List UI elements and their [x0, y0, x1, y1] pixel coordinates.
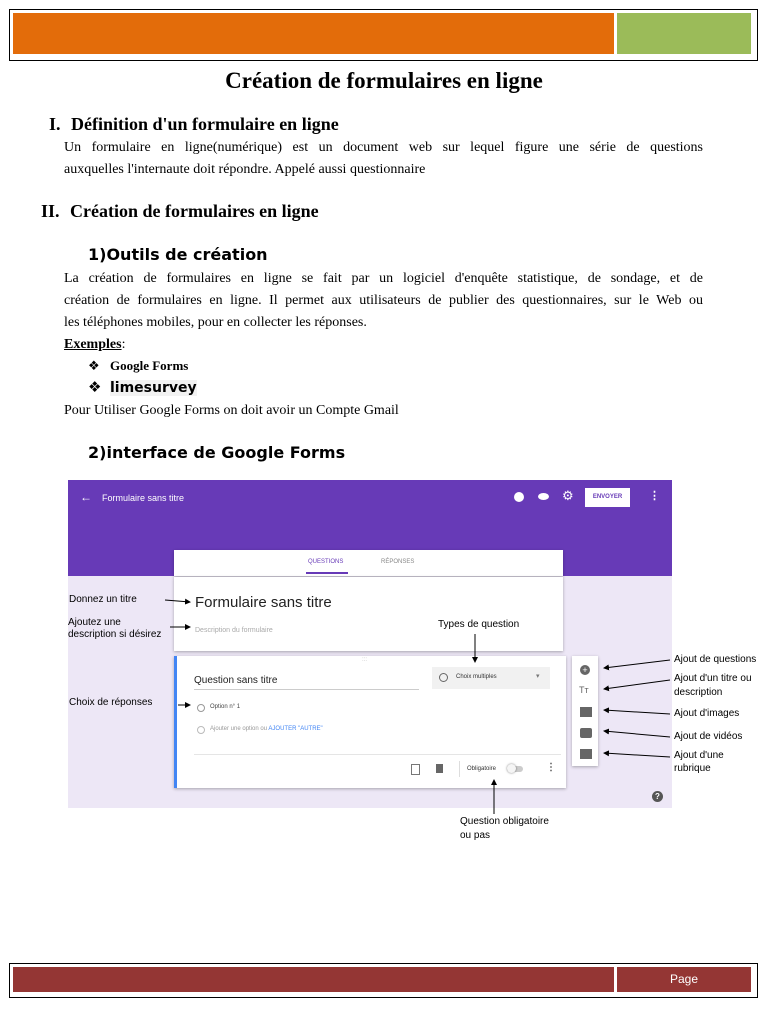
more-vert-icon: ⋮: [546, 762, 556, 773]
arrow-to-add-question: [604, 660, 670, 668]
add-question-icon: +: [580, 665, 590, 675]
arrow-to-title: [165, 600, 190, 602]
annotation-add-title-1: Ajout d'un titre ou: [674, 673, 752, 684]
section-1-line-1: Un formulaire en ligne(numérique) est un document web sur lequel figure une série de questions: [64, 140, 703, 155]
forms-title-bar: Formulaire sans titre: [102, 493, 185, 503]
tab-questions: QUESTIONS: [308, 559, 344, 565]
annotation-required-1: Question obligatoire: [460, 816, 549, 827]
settings-gear-icon: ⚙: [562, 489, 574, 504]
help-icon: ?: [652, 791, 663, 802]
section-1-title: Définition d'un formulaire en ligne: [71, 114, 339, 134]
drag-handle-icon: :::: [362, 657, 368, 663]
add-other-text: AJOUTER "AUTRE": [268, 726, 323, 732]
page-footer-frame: [9, 963, 758, 998]
section-1-number: I.: [49, 114, 61, 134]
subsection-1-title: Outils de création: [106, 245, 268, 264]
subsection-2-number: 2): [88, 443, 107, 462]
arrow-to-add-section: [604, 753, 670, 757]
annotation-add-section-2: rubrique: [674, 763, 711, 774]
section-1-line-2: auxquelles l'internaute doit répondre. Appelé aussi questionnaire: [64, 162, 426, 177]
diamond-bullet-icon: ❖: [88, 359, 100, 374]
examples-colon: :: [121, 337, 126, 352]
annotation-add-description-2: description si désirez: [68, 629, 162, 640]
required-label: Obligatoire: [467, 766, 497, 772]
gmail-requirement-line: Pour Utiliser Google Forms on doit avoir un Compte Gmail: [64, 403, 399, 418]
section-2-title: Création de formulaires en ligne: [70, 201, 319, 221]
annotation-give-title: Donnez un titre: [69, 594, 137, 605]
add-option-text: Ajouter une option: [210, 726, 259, 732]
footer-red-band: [13, 967, 614, 992]
subsection-1-line-2: création de formulaires en ligne. Il permet aux utilisateurs de publier des questionnaires, sur le Web ou: [64, 293, 703, 308]
back-arrow-icon: ←: [80, 490, 92, 504]
subsection-1-number: 1): [88, 245, 107, 264]
tab-responses: RÉPONSES: [381, 559, 415, 565]
more-vert-icon: ⋮: [649, 490, 660, 502]
annotation-add-questions: Ajout de questions: [674, 654, 757, 665]
dropdown-arrow-icon: ▾: [536, 673, 540, 680]
add-title-icon: Tт: [579, 685, 589, 695]
arrow-to-add-image: [604, 710, 670, 714]
arrow-to-add-video: [604, 731, 670, 737]
diamond-bullet-icon: ❖: [88, 378, 102, 396]
annotation-answer-choices: Choix de réponses: [69, 697, 153, 708]
annotation-add-images: Ajout d'images: [674, 708, 740, 719]
annotation-add-section-1: Ajout d'une: [674, 750, 724, 761]
send-button: ENVOYER: [585, 488, 630, 507]
document-title: Création de formulaires en ligne: [225, 68, 543, 93]
add-option-or: ou: [260, 726, 268, 732]
question-title: Question sans titre: [194, 675, 278, 686]
arrow-to-add-title: [604, 680, 670, 689]
example-limesurvey: limesurvey: [110, 380, 197, 396]
annotation-add-description-1: Ajoutez une: [68, 617, 121, 628]
annotation-add-videos: Ajout de vidéos: [674, 731, 743, 742]
subsection-1-line-3: les téléphones mobiles, pour en collecter les réponses.: [64, 315, 367, 330]
form-title-text: Formulaire sans titre: [195, 594, 332, 611]
annotation-add-title-2: description: [674, 687, 723, 698]
footer-page-label: Page: [617, 967, 751, 992]
examples-label-text: Exemples: [64, 337, 122, 352]
example-google-forms: Google Forms: [110, 358, 189, 373]
form-description-placeholder: Description du formulaire: [195, 627, 273, 634]
annotation-required-2: ou pas: [460, 830, 491, 841]
option-1-text: Option n° 1: [210, 704, 241, 710]
annotation-question-types: Types de question: [438, 619, 520, 630]
subsection-1-line-1: La création de formulaires en ligne se fait par un logiciel d'enquête statistique, de sondage, et de: [64, 271, 703, 286]
subsection-2-title: interface de Google Forms: [106, 443, 346, 462]
question-type-label: Choix multiples: [456, 674, 497, 680]
section-2-number: II.: [41, 201, 60, 221]
